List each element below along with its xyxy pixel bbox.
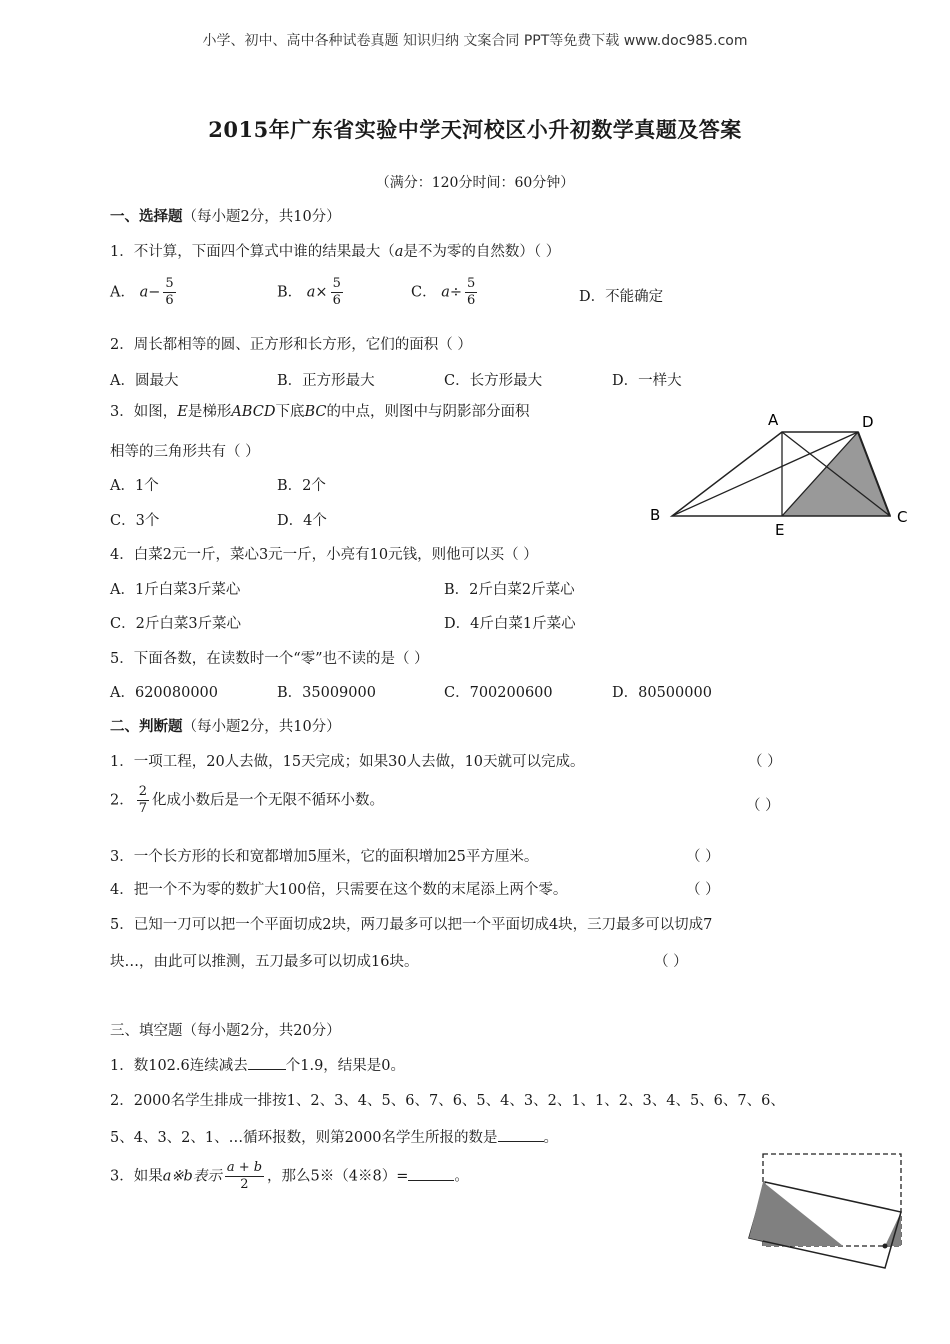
shaded-edge — [749, 1182, 765, 1241]
q1-5-option-d: D．80500000 — [612, 685, 712, 701]
corner-dot — [883, 1244, 888, 1249]
section2-title: 二、判断题 — [110, 718, 183, 735]
q1-1-stem: 1．不计算，下面四个算式中谁的结果最大（a是不为零的自然数）（ ） — [110, 244, 561, 260]
q1-3-stem: 3．如图，E是梯形ABCD下底BC的中点，则图中与阴影部分面积 — [110, 404, 530, 420]
section1-note: （每小题2分，共10分） — [182, 209, 341, 225]
q1-5-stem: 5．下面各数，在读数时一个“零”也不读的是（ ） — [110, 651, 429, 667]
section1-heading — [110, 205, 341, 226]
section1-title: 一、选择题 — [110, 208, 183, 225]
q1-2-option-a: A．圆最大 — [110, 373, 179, 389]
q1-4-option-b: B．2斤白菜2斤菜心 — [444, 582, 575, 598]
q3-2-stem-line2: 5、4、3、2、1、…循环报数，则第2000名学生所报的数是 。 — [110, 1130, 559, 1146]
q2-1-paren: （ ） — [748, 754, 782, 770]
section3-heading: 三、填空题（每小题2分，共20分） — [110, 1023, 341, 1039]
label-e: E — [775, 521, 785, 539]
q1-1-option-b: B． a× $\frac{5}{6}$ — [277, 276, 341, 308]
q1-1-option-a: A． a− $\frac{5}{6}$ — [110, 276, 174, 308]
q1-2-stem: 2．周长都相等的圆、正方形和长方形，它们的面积（ ） — [110, 337, 472, 353]
q1-5-option-c: C．700200600 — [444, 685, 553, 701]
label-b: B — [650, 506, 661, 524]
q1-4-option-d: D．4斤白菜1斤菜心 — [444, 616, 576, 632]
site-header: 小学、初中、高中各种试卷真题 知识归纳 文案合同 PPT等免费下载 www.doc985.com — [202, 33, 748, 49]
q2-3-stem: 3．一个长方形的长和宽都增加5厘米，它的面积增加25平方厘米。 — [110, 849, 539, 865]
q1-4-option-a: A．1斤白菜3斤菜心 — [110, 582, 241, 598]
q1-4-stem: 4．白菜2元一斤，菜心3元一斤，小亮有10元钱，则他可以买（ ） — [110, 547, 538, 563]
q3-2-stem: 2．2000名学生排成一排按1、2、3、4、5、6、7、6、5、4、3、2、1、1、2、3、4、5、6、7、6、 — [110, 1093, 785, 1109]
q2-2-stem: 2． $\frac{2}{7}$ 化成小数后是一个无限不循环小数。 — [110, 784, 385, 816]
shaded-left — [763, 1182, 843, 1246]
q3-3-stem: 3．如果a※b表示 $\frac{a + b}{2}$ ，那么5※（4※8）= 。 — [110, 1160, 469, 1192]
q1-5-option-a: A．620080000 — [110, 685, 218, 701]
q1-1-option-c: C． a÷ $\frac{5}{6}$ — [411, 276, 476, 308]
q2-5-paren: （ ） — [654, 954, 688, 970]
label-a: A — [768, 411, 779, 429]
label-c: C — [897, 508, 908, 526]
q1-1-option-d: D．不能确定 — [579, 289, 664, 305]
q2-4-stem: 4．把一个不为零的数扩大100倍，只需要在这个数的末尾添上两个零。 — [110, 882, 568, 898]
q1-5-option-b: B．35009000 — [277, 685, 376, 701]
q1-3-option-a: A．1个 — [110, 478, 159, 494]
q1-3-stem-line2: 相等的三角形共有（ ） — [110, 444, 260, 460]
q1-2-option-c: C．长方形最大 — [444, 373, 543, 389]
q1-2-option-b: B．正方形最大 — [277, 373, 375, 389]
q1-3-option-c: C．3个 — [110, 513, 160, 529]
subtitle: （满分：120分时间：60分钟） — [375, 175, 575, 191]
q2-5-stem-line2: 块…，由此可以推测，五刀最多可以切成16块。 — [110, 954, 419, 970]
section2-note: （每小题2分，共10分） — [182, 719, 341, 735]
q1-2-option-d: D．一样大 — [612, 373, 682, 389]
q2-1-stem: 1．一项工程，20人去做，15天完成；如果30人去做，10天就可以完成。 — [110, 754, 585, 770]
label-d: D — [862, 413, 874, 431]
q2-3-paren: （ ） — [686, 849, 720, 865]
q2-5-stem: 5．已知一刀可以把一个平面切成2块，两刀最多可以把一个平面切成4块，三刀最多可以切成7 — [110, 917, 713, 933]
rectangles-figure — [745, 1148, 910, 1273]
q2-2-paren: （ ） — [746, 798, 780, 814]
q2-4-paren: （ ） — [686, 882, 720, 898]
q3-1-stem: 1．数102.6连续减去 个1.9，结果是0。 — [110, 1058, 406, 1074]
section2-heading — [110, 715, 341, 736]
q1-4-option-c: C．2斤白菜3斤菜心 — [110, 616, 242, 632]
trapezoid-figure — [640, 405, 920, 540]
q1-3-option-b: B．2个 — [277, 478, 326, 494]
page-title: 2015年广东省实验中学天河校区小升初数学真题及答案 — [208, 117, 742, 142]
q1-3-option-d: D．4个 — [277, 513, 327, 529]
